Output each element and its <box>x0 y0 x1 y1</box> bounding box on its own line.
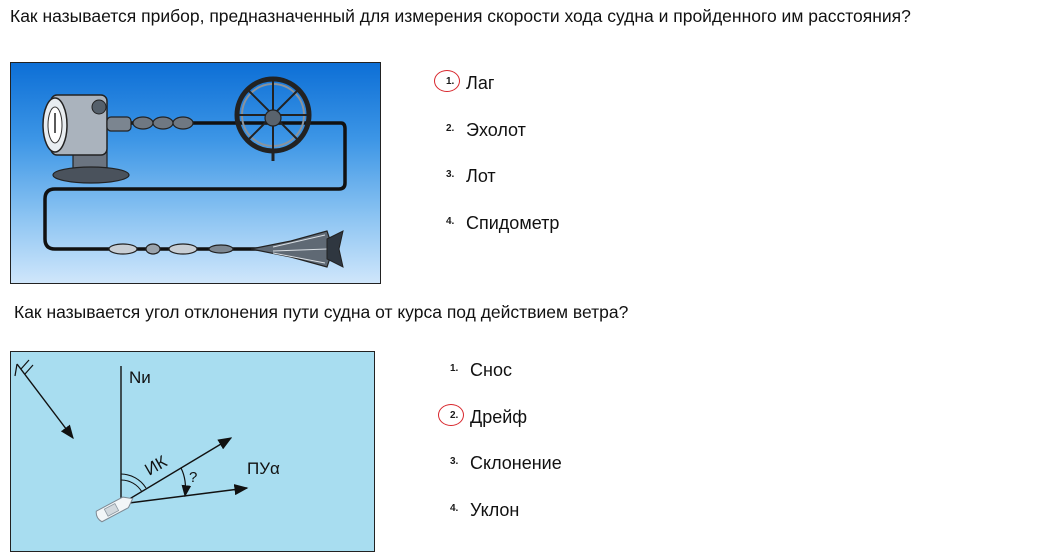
track-label: ПУα <box>247 459 280 478</box>
option-label: Спидометр <box>466 212 560 233</box>
option-label: Эхолот <box>466 119 526 140</box>
option-label: Уклон <box>470 499 520 520</box>
option-label: Снос <box>470 360 512 380</box>
option-label: Склонение <box>470 453 562 473</box>
answer-option[interactable] <box>444 406 562 453</box>
unknown-angle-label: ? <box>189 469 198 486</box>
option-number: 3. <box>450 456 459 467</box>
answer-option[interactable] <box>444 359 562 406</box>
question-2-text: Как называется угол отклонения пути судна от курса под действием ветра? <box>14 302 629 322</box>
option-number: 1. <box>450 363 459 374</box>
drift-angle-diagram <box>10 351 375 552</box>
answer-option[interactable] <box>440 212 559 259</box>
option-number: 2. <box>446 122 455 134</box>
answer-option[interactable] <box>444 499 562 546</box>
question-2-options <box>444 359 562 545</box>
option-label: Лаг <box>466 73 495 93</box>
option-number: 3. <box>446 169 455 180</box>
option-number: 1. <box>446 76 455 87</box>
answer-option[interactable] <box>440 165 559 212</box>
ship-log-illustration <box>10 62 381 284</box>
north-label: Nи <box>129 368 151 387</box>
question-1-text: Как называется прибор, предназначенный для измерения скорости хода судна и пройденного им расстояния? <box>10 6 911 26</box>
answer-option[interactable] <box>440 72 559 119</box>
answer-option[interactable] <box>440 119 559 166</box>
option-label: Лот <box>466 166 496 186</box>
answer-option[interactable] <box>444 452 562 499</box>
option-number: 4. <box>446 215 455 227</box>
question-1-options <box>440 72 559 258</box>
correct-answer-circle <box>438 404 464 426</box>
true-course-label: ИК <box>141 451 171 480</box>
option-label: Дрейф <box>470 406 528 427</box>
option-number: 4. <box>450 502 459 514</box>
option-number: 2. <box>450 409 459 421</box>
correct-answer-circle <box>434 70 460 92</box>
